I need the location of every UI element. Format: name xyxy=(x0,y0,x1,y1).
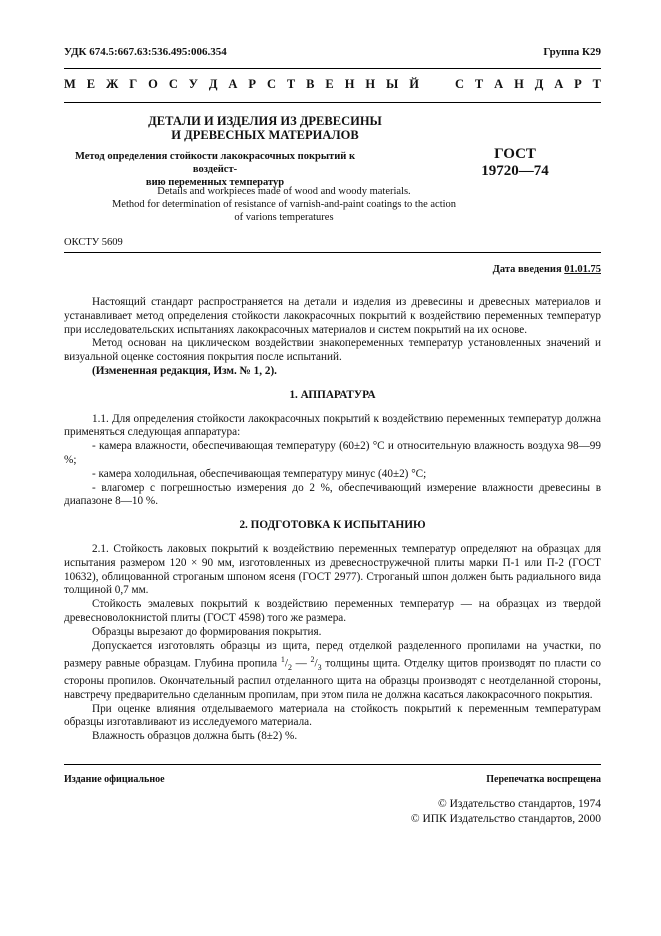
banner-right xyxy=(455,78,601,92)
banner-letter: Н xyxy=(344,77,355,91)
gost-code: 19720—74 xyxy=(481,163,549,179)
standard-banner xyxy=(64,78,601,92)
banner-letter: Ы xyxy=(386,77,399,91)
section-2-paragraph-6: Влажность образцов должна быть (8±2) %. xyxy=(92,730,298,743)
p4-part-a: Допускается изготовлять образцы из щита, перед отделкой разделенного пропилами на участки, по размеру равные образцам. Глубина пропила xyxy=(64,639,601,671)
banner-letter: У xyxy=(188,77,198,91)
banner-rule xyxy=(64,102,601,103)
footer-rule xyxy=(64,764,601,765)
fraction-2-den: 3 xyxy=(317,663,322,673)
english-title xyxy=(64,185,504,224)
okstu-rule xyxy=(64,252,601,253)
banner-letter: Г xyxy=(129,77,138,91)
copyright-1974: © Издательство стандартов, 1974 xyxy=(437,798,601,810)
banner-letter: Ж xyxy=(106,77,119,91)
document-title xyxy=(130,114,400,142)
okstu-code: ОКСТУ 5609 xyxy=(64,237,123,248)
section-2-heading: 2. ПОДГОТОВКА К ИСПЫТАНИЮ xyxy=(239,519,426,532)
english-line-3: of varions temperatures xyxy=(234,212,334,223)
banner-letter: М xyxy=(64,77,76,91)
banner-letter: А xyxy=(228,77,238,91)
banner-letter: Р xyxy=(248,77,257,91)
gost-label: ГОСТ xyxy=(494,146,536,162)
group-code: Группа К29 xyxy=(543,46,601,58)
banner-letter: Й xyxy=(409,77,419,91)
top-rule xyxy=(64,68,601,69)
banner-left xyxy=(64,78,419,92)
section-2-paragraph-1: 2.1. Стойкость лаковых покрытий к воздействию переменных температур определяют на образцах для испытания размером 120 × 90 мм, изготовленных из древесностружечной плиты марки П-1 или П-2 (ГОСТ 10632), облицованной строганым шпоном ясеня (ГОСТ 2977). Строганый шпон должен быть радиального вида толщиной 0,7 мм. xyxy=(64,542,601,597)
title-line-2: И ДРЕВЕСНЫХ МАТЕРИАЛОВ xyxy=(171,128,359,142)
intro-paragraph-2: Метод основан на циклическом воздействии знакопеременных температур установленных значений и визуальной оценке состояния покрытия после испытаний. xyxy=(64,337,601,364)
reprint-notice: Перепечатка воспрещена xyxy=(486,774,601,785)
banner-letter: Е xyxy=(86,77,96,91)
udk-code: УДК 674.5:667.63:536.495:006.354 xyxy=(64,46,227,58)
equipment-item-1: - камера влажности, обеспечивающая температуру (60±2) °С и относительную влажность воздуха 98—99 %; xyxy=(64,440,601,466)
banner-letter: В xyxy=(306,77,315,91)
title-line-1: ДЕТАЛИ И ИЗДЕЛИЯ ИЗ ДРЕВЕСИНЫ xyxy=(148,114,382,128)
gost-number xyxy=(470,146,560,180)
banner-letter: Т xyxy=(286,77,296,91)
body-text xyxy=(64,296,601,744)
banner-letter: Е xyxy=(325,77,334,91)
section-2-paragraph-4: Допускается изготовлять образцы из щита, перед отделкой разделенного пропилами на участки, по размеру равные образцам. Глубина пропила $^1/_2$ — $^2/_3$ толщины щита. Отделку щитов производят по пласти со стороны пропилов. Окончательный распил отделанного щита на образцы производят с неотделанной стороны, навстречу предварительно сделанным пропилам, при этом пила не должна касаться лакокрасочного покрытия. xyxy=(64,639,602,701)
section-2-paragraph-2: Стойкость эмалевых покрытий к воздействию переменных температур — на образцах из твердой древесноволокнистой плиты (ГОСТ 4598) того же размера. xyxy=(64,598,601,624)
subtitle-line-2: вию переменных температур xyxy=(145,177,285,188)
english-line-1: Details and workpieces made of wood and woody materials. xyxy=(157,186,411,197)
equipment-item-3: - влагомер с погрешностью измерения до 2 %, обеспечивающий измерение влажности древесины в диапазоне 8—10 %. xyxy=(64,481,601,508)
subtitle-line-1: Метод определения стойкости лакокрасочных покрытий к воздейст- xyxy=(74,151,355,175)
banner-letter: О xyxy=(148,77,158,91)
section-1-heading: 1. АППАРАТУРА xyxy=(289,388,376,401)
section-1-paragraph: 1.1. Для определения стойкости лакокрасочных покрытий к воздействию переменных температур должна применяться следующая аппаратура: xyxy=(64,412,601,439)
document-subtitle xyxy=(70,150,360,189)
equipment-item-2: - камера холодильная, обеспечивающая температуру минус (40±2) °С; xyxy=(92,467,427,480)
banner-letter: А xyxy=(554,77,564,91)
english-line-2: Method for determination of resistance of varnish-and-paint coatings to the action xyxy=(111,199,457,210)
banner-letter: С xyxy=(455,77,465,91)
section-2-paragraph-3: Образцы вырезают до формирования покрытия. xyxy=(92,625,322,638)
banner-letter: С xyxy=(168,77,178,91)
banner-letter: Т xyxy=(474,77,484,91)
banner-letter: Р xyxy=(574,77,582,91)
intro-date xyxy=(493,263,601,277)
banner-letter: С xyxy=(266,77,276,91)
banner-letter: Н xyxy=(365,77,376,91)
amendment-note: (Измененная редакция, Изм. № 1, 2). xyxy=(92,364,277,377)
banner-letter: Т xyxy=(592,77,601,91)
copyright-block xyxy=(411,797,601,826)
fraction-dash: — xyxy=(291,658,311,671)
section-2-paragraph-5: При оценке влияния отделываемого материала на стойкость покрытий к переменным температурам образцы изготавливают из исследуемого материала. xyxy=(64,702,601,729)
banner-letter: Д xyxy=(534,77,544,91)
copyright-2000: © ИПК Издательство стандартов, 2000 xyxy=(410,812,601,825)
fraction-1-den: 2 xyxy=(287,663,292,673)
banner-letter: Н xyxy=(514,77,524,91)
intro-date-label: Дата введения xyxy=(492,264,562,275)
intro-date-value: 01.01.75 xyxy=(564,264,601,275)
fraction-1-num: 1 xyxy=(280,655,285,665)
intro-paragraph-1: Настоящий стандарт распространяется на детали и изделия из древесины и древесных материалов и устанавливает метод определения стойкости лакокрасочных покрытий к воздействию переменных температур при исследовательских испытаниях лакокрасочных материалов и систем покрытий на их основе. xyxy=(64,296,601,336)
edition-label: Издание официальное xyxy=(64,774,165,785)
p4-part-b: толщины щита. Отделку щитов производят по пласти со стороны пропилов. Окончательный распил отделанного щита на образцы производят с неотделанной стороны, навстречу предварительно сделанным пропилам, при этом пила не должна касаться лакокрасочного покрытия. xyxy=(64,658,602,701)
banner-letter: А xyxy=(494,77,504,91)
fraction-2-num: 2 xyxy=(310,655,315,665)
banner-letter: Д xyxy=(208,77,218,91)
